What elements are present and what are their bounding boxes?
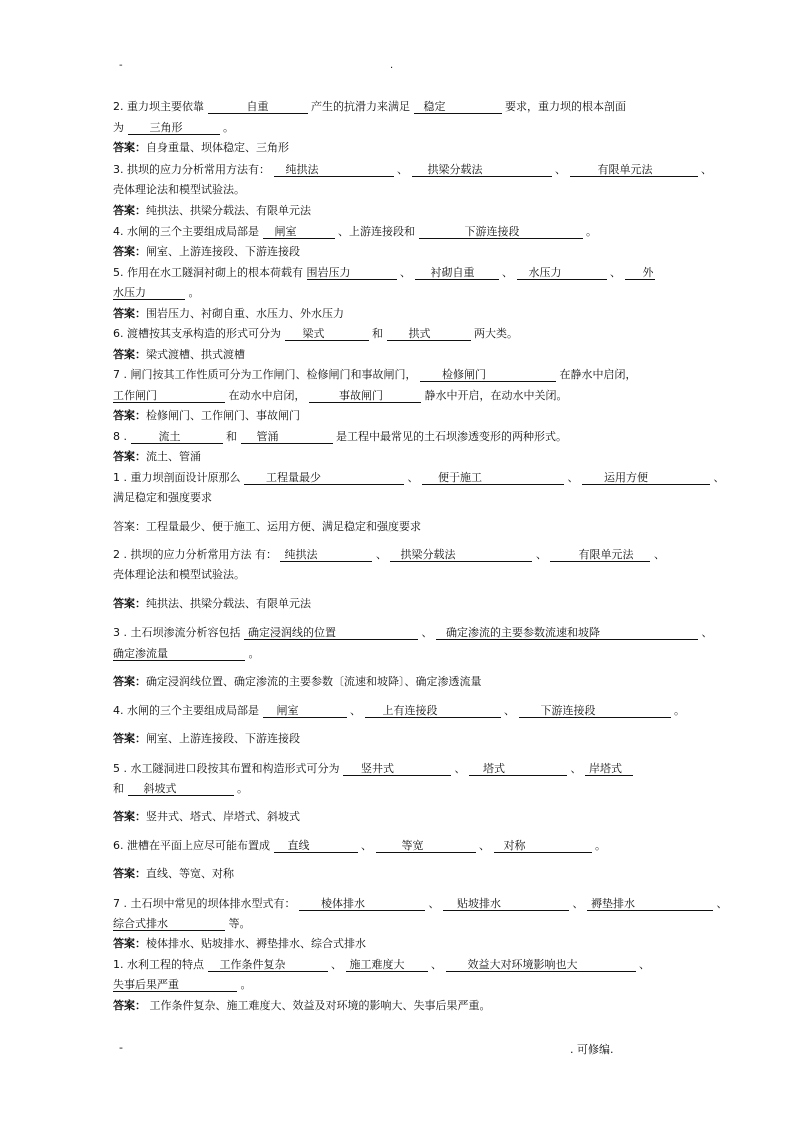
answer-blank: 工作条件复杂 [208,959,328,972]
question-line [113,762,633,776]
text: 为 [113,121,124,134]
answer-blank: 确定渗流量 [113,648,245,661]
question-line [113,389,568,403]
answer-text: 流土、管涌 [146,450,201,463]
text: 在静水中启闭， [559,368,637,381]
answer-text: 工作条件复杂、施工难度大、效益及对环境的影响大、失事后果严重。 [146,999,491,1012]
answer-label: 答案： [113,597,146,610]
text: 、 [502,266,513,279]
text: 壳体理论法和模型试验法。 [113,183,245,196]
answer-blank: 失事后果严重 [113,979,237,992]
answer-line [113,867,234,881]
text: 、 [555,163,566,176]
text: 2 . 拱坝的应力分析常用方法 有： [113,548,277,561]
text: 。 [248,647,260,660]
answer-blank: 水压力 [113,287,185,300]
text: 、 [713,471,725,484]
question-line [113,100,626,114]
answer-text: 闸室、上游连接段、下游连接段 [146,732,300,745]
answer-blank: 梁式 [285,328,369,341]
text: 2. 重力坝主要依靠 [113,100,204,113]
text: 、 [421,626,433,639]
answer-blank: 确定渗流的主要参数流速和坡降 [436,627,698,640]
answer-label: 答案： [113,999,146,1012]
answer-line [113,810,300,824]
answer-blank: 拱式 [387,328,471,341]
answer-blank: 纯拱法 [274,164,394,177]
text: 。 [586,225,597,238]
text: 。 [237,782,248,795]
text: 。 [188,286,200,299]
text: 、 [504,704,515,717]
text: 和 [113,782,124,795]
text: 、 [397,163,408,176]
answer-text: 闸室、上游连接段、下游连接段 [146,245,300,258]
answer-blank: 稳定 [414,101,502,114]
answer-line [113,141,289,155]
text: 、 [375,548,387,561]
text: 满足稳定和强度要求 [113,491,212,504]
text: 在动水中启闭， [228,389,306,402]
question-line [113,491,212,505]
answer-blank: 水压力 [517,267,607,280]
answer-text: 围岩压力、衬砌自重、水压力、外水压力 [146,307,344,320]
question-line [113,782,248,796]
answer-label: 答案： [113,204,146,217]
answer-line [113,450,201,464]
answer-blank: 事故闸门 [309,390,421,403]
text: 3 . 土石坝渗流分析容包括 [113,626,241,639]
text: 、 [361,839,372,852]
answer-label: 答案： [113,810,146,823]
question-line [113,225,597,239]
answer-label: 答案： [113,520,146,533]
text: 1. 水利工程的特点 [113,958,204,971]
question-line [113,839,606,853]
question-line [113,286,200,300]
answer-text: 检修闸门、工作闸门、事故闸门 [146,409,300,422]
answer-blank: 有限单元法 [550,549,650,562]
text: 、上游连接段和 [338,225,415,238]
answer-line [113,520,421,534]
answer-blank: 便于施工 [422,472,564,485]
question-line [113,471,725,485]
text: 、 [454,762,466,775]
text: 和 [226,430,237,443]
text: 、 [701,163,712,176]
question-line [113,917,251,931]
answer-line [113,204,311,218]
answer-text: 确定浸润线位置、确定渗流的主要参数〔流速和坡降〕、确定渗透流量 [146,675,482,688]
answer-blank: 棱体排水 [299,898,425,911]
answer-line [113,409,300,423]
answer-blank: 下游连接段 [519,705,671,718]
footer-left-mark: - [119,1041,123,1054]
text: 、 [567,471,579,484]
answer-label: 答案： [113,450,146,463]
answer-blank: 直线 [274,840,358,853]
text: 、 [570,762,582,775]
header-left-mark: - [119,60,123,71]
answer-line [113,307,344,321]
text: 两大类。 [474,327,518,340]
text: 、 [479,839,490,852]
text: 4. 水闸的三个主要组成局部是 [113,225,259,238]
text: 。 [595,839,606,852]
answer-blank: 施工难度大 [346,959,428,972]
answer-label: 答案： [113,307,146,320]
question-line [113,568,245,582]
answer-text: 直线、等宽、对称 [146,867,234,880]
answer-blank: 对称 [494,840,592,853]
text: 要求，重力坝的根本剖面 [505,100,626,113]
answer-blank: 运用方便 [582,472,710,485]
answer-text: 自身重量、坝体稳定、三角形 [146,141,289,154]
answer-blank: 纯拱法 [280,549,372,562]
text: 是工程中最常见的土石坝渗透变形的两种形式。 [336,430,567,443]
answer-text: 纯拱法、拱梁分载法、有限单元法 [146,597,311,610]
header-right-mark: . [390,60,394,71]
answer-blank: 塔式 [469,763,567,776]
question-line [113,163,712,177]
answer-blank: 贴坡排水 [443,898,569,911]
answer-line [113,675,482,689]
text: 、 [653,548,665,561]
text: 、 [431,958,442,971]
answer-blank: 下游连接段 [419,226,583,239]
answer-blank: 流土 [131,431,223,444]
text: 。 [674,704,685,717]
text: 、 [716,897,728,910]
answer-blank: 褥垫排水 [587,898,713,911]
text: 5 . 水工隧洞进口段按其布置和构造形式可分为 [113,762,340,775]
text: 8 . [113,430,127,443]
answer-blank: 外 [625,267,655,280]
answer-blank: 检修闸门 [420,369,556,382]
answer-line [113,999,491,1013]
answer-label: 答案： [113,675,146,688]
answer-blank: 拱梁分载法 [412,164,552,177]
question-line [113,183,245,197]
answer-blank: 综合式排水 [113,918,225,931]
answer-blank: 闸室 [263,226,335,239]
answer-text: 竖井式、塔式、岸塔式、斜坡式 [146,810,300,823]
answer-text: 棱体排水、贴坡排水、褥垫排水、综合式排水 [146,937,366,950]
answer-blank: 上有连接段 [365,705,501,718]
question-line [113,978,252,992]
question-line [113,368,637,382]
answer-label: 答案： [113,409,146,422]
question-line [113,266,655,280]
answer-blank: 拱梁分载法 [390,549,532,562]
text: 、 [407,471,419,484]
text: 。 [223,121,234,134]
text: 、 [639,958,650,971]
text: 6. 渡槽按其支承构造的形式可分为 [113,327,281,340]
answer-blank: 闸室 [263,705,347,718]
question-line [113,121,234,135]
answer-blank: 衬砌自重 [415,267,499,280]
text: 、 [400,266,411,279]
text: 7 . 土石坝中常见的坝体排水型式有： [113,897,296,910]
question-line [113,647,260,661]
answer-blank: 围岩压力 [307,267,397,280]
text: 、 [350,704,361,717]
answer-blank: 有限单元法 [570,164,698,177]
text: 和 [372,327,383,340]
answer-blank: 效益大对环境影响也大 [446,959,636,972]
footer-right-note: . 可修编. [570,1043,614,1056]
question-line [113,704,685,718]
answer-line [113,348,245,362]
text: 5. 作用在水工隧洞衬砌上的根本荷载有 [113,266,303,279]
answer-blank: 三角形 [128,122,220,135]
text: 产生的抗滑力来满足 [311,100,410,113]
answer-blank: 岸塔式 [585,763,633,776]
text: 、 [610,266,621,279]
answer-blank: 确定浸润线的位置 [244,627,418,640]
answer-blank: 竖井式 [343,763,451,776]
text: 4. 水闸的三个主要组成局部是 [113,704,259,717]
text: 、 [572,897,584,910]
question-line [113,958,650,972]
text: 、 [428,897,440,910]
answer-label: 答案： [113,348,146,361]
answer-label: 答案： [113,867,146,880]
answer-blank: 管涌 [241,431,333,444]
text: 等。 [228,917,251,930]
answer-line [113,597,311,611]
text: 。 [240,978,252,991]
answer-text: 纯拱法、拱梁分载法、有限单元法 [146,204,311,217]
text: 、 [701,626,713,639]
question-line [113,430,567,444]
text: 、 [535,548,547,561]
answer-label: 答案： [113,937,146,950]
answer-blank: 斜坡式 [128,783,234,796]
answer-label: 答案： [113,141,146,154]
text: 静水中开启，在动水中关闭。 [424,389,568,402]
text: 6. 泄槽在平面上应尽可能布置成 [113,839,270,852]
answer-line [113,245,300,259]
question-line [113,548,665,562]
answer-blank: 等宽 [376,840,476,853]
text: 3. 拱坝的应力分析常用方法有： [113,163,270,176]
answer-text: 梁式渡槽、拱式渡槽 [146,348,245,361]
text: 、 [331,958,342,971]
answer-line [113,937,366,951]
question-line [113,897,728,911]
answer-blank: 工作闸门 [113,390,225,403]
text: 壳体理论法和模型试验法。 [113,568,245,581]
answer-label: 答案： [113,245,146,258]
question-line [113,327,518,341]
answer-line [113,732,300,746]
question-line [113,626,713,640]
answer-blank: 工程量最少 [244,472,404,485]
answer-text: 工程量最少、便于施工、运用方便、满足稳定和强度要求 [146,520,421,533]
answer-label: 答案： [113,732,146,745]
text: 1 . 重力坝剖面设计原那么 [113,471,241,484]
text: 7 . 闸门按其工作性质可分为工作闸门、检修闸门和事故闸门， [113,368,417,381]
answer-blank: 自重 [208,101,308,114]
